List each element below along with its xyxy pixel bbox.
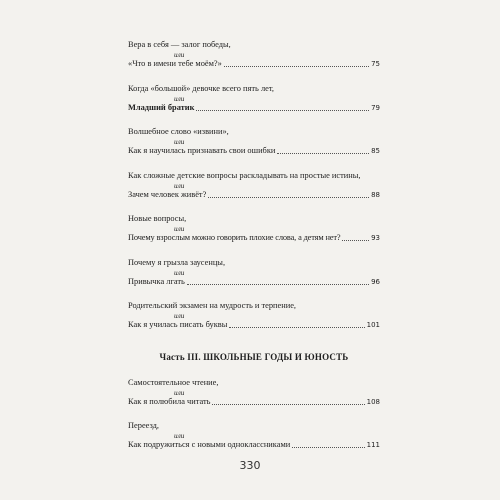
entry-page-number: 75 (371, 59, 380, 68)
entry-connector: или (174, 224, 185, 233)
leader-dots (277, 152, 369, 154)
leader-dots (208, 196, 369, 198)
entry-connector: или (174, 181, 185, 190)
entry-page-number: 101 (366, 320, 380, 329)
leader-dots (342, 239, 369, 241)
leader-dots (292, 446, 364, 448)
toc-entry (128, 258, 380, 287)
toc-entry (128, 301, 380, 330)
entry-connector: или (174, 311, 185, 320)
leader-dots (229, 326, 364, 328)
entry-title: Волшебное слово «извини», (128, 127, 229, 136)
leader-dots (187, 283, 369, 285)
entry-connector: или (174, 50, 185, 59)
entry-subtitle: Зачем человек живёт? (128, 189, 207, 199)
leader-dots (196, 109, 369, 111)
entry-subtitle: Почему взрослым можно говорить плохие слова, а детям нет? (128, 232, 341, 242)
entry-connector: или (174, 431, 185, 440)
entry-title: Почему я грызла заусенцы, (128, 258, 226, 267)
entry-subtitle: Младший братик (128, 102, 195, 112)
toc-entry (128, 214, 380, 243)
toc-entry (128, 171, 380, 200)
entry-page-number: 108 (366, 397, 380, 406)
entry-connector: или (174, 268, 185, 277)
entry-page-number: 96 (371, 277, 380, 286)
entry-connector: или (174, 94, 185, 103)
toc-entry (128, 84, 380, 113)
toc-entry (128, 378, 380, 407)
part-heading: Часть III. ШКОЛЬНЫЕ ГОДЫ И ЮНОСТЬ (159, 352, 349, 362)
entry-title: Самостоятельное чтение, (128, 378, 219, 387)
toc-entry (128, 40, 380, 69)
entry-page-number: 93 (371, 233, 380, 242)
entry-title: Родительский экзамен на мудрость и терпение, (128, 301, 297, 310)
entry-connector: или (174, 137, 185, 146)
leader-dots (224, 65, 369, 67)
page-number: 330 (239, 459, 261, 472)
entry-title: Как сложные детские вопросы раскладывать на простые истины, (128, 171, 361, 180)
entry-title: Переезд, (128, 421, 160, 430)
leader-dots (212, 403, 364, 405)
entry-page-number: 85 (371, 146, 380, 155)
entry-title: Новые вопросы, (128, 214, 187, 223)
toc-entry (128, 421, 380, 450)
entry-subtitle: «Что в имени тебе моём?» (128, 58, 222, 68)
entry-subtitle: Привычка лгать (128, 276, 185, 286)
toc-entry (128, 127, 380, 156)
entry-title: Вера в себя — залог победы, (128, 40, 231, 49)
entry-subtitle: Как я научилась признавать свои ошибки (128, 145, 276, 155)
entry-page-number: 79 (371, 103, 380, 112)
entry-title: Когда «большой» девочке всего пять лет, (128, 84, 274, 93)
entry-subtitle: Как я училась писать буквы (128, 319, 228, 329)
entry-subtitle: Как подружиться с новыми одноклассниками (128, 439, 291, 449)
entry-page-number: 111 (366, 440, 380, 449)
entry-page-number: 88 (371, 190, 380, 199)
entry-connector: или (174, 388, 185, 397)
entry-subtitle: Как я полюбила читать (128, 396, 211, 406)
